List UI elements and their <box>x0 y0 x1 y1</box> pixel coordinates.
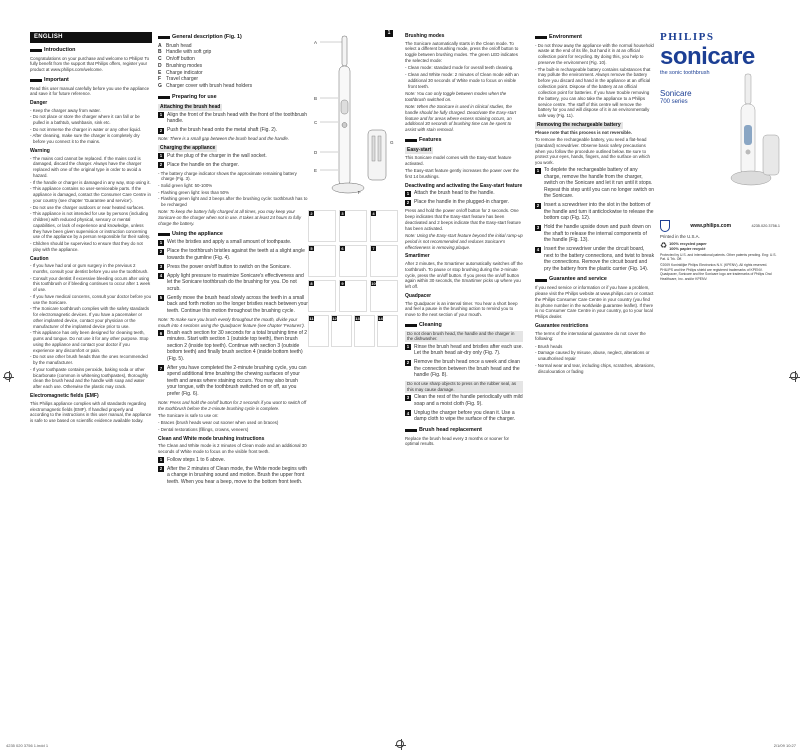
cleaning-steps-1 <box>405 344 523 379</box>
step-number: 2 <box>159 127 163 133</box>
section-using: Using the appliance <box>158 231 308 238</box>
part-item <box>158 56 308 63</box>
step-item <box>405 190 523 197</box>
step-text: Insert the screwdriver under the circuit board, next to the battery connections, and twist to break the connections. Remove the circuit board and pry the battery from the plastic carrier (Fig. 14). <box>544 246 655 272</box>
attach-note: Note: There is a small gap between the brush head and the handle. <box>158 136 290 142</box>
legal-2: ©2009 Koninklijke Philips Electronics N.V. (KPENV). All rights reserved. PHILIPS and the Philips shield are registered trademarks of KPENV. Quadpacer, Sonicare and the Sonicare logo are trademarks of Philips Oral Healthcare, Inc. and/or KPENV. <box>660 263 772 281</box>
figure-panel <box>308 30 400 350</box>
smartimer-title: Smartimer <box>405 253 430 260</box>
step-text: Put the plug of the charger in the wall socket. <box>167 152 267 159</box>
part-label: Brush head <box>166 42 192 49</box>
part-letter: F <box>158 76 162 83</box>
step-number: 3 <box>406 395 410 401</box>
part-label: Handle with soft grip <box>166 49 212 56</box>
using-steps <box>158 239 308 314</box>
charge-list <box>158 171 308 208</box>
step-text: Press the power on/off button to switch on the Sonicare. <box>167 263 291 270</box>
section-important: Important <box>30 77 152 84</box>
legal-1: Protected by U.S. and international patents. Other patents pending. Eng: U.S. Pat. & Trk. Off. <box>660 252 777 262</box>
part-letter: C <box>158 56 162 63</box>
deactivate-text: Press and hold the power on/off button for 2 seconds. One beep indicates that the Easy-start feature has been deactivated and 2 beeps indicate that the Easy-start feature has been activated. <box>405 208 521 231</box>
figure-5: 5 <box>308 245 336 277</box>
cleaning-steps-2 <box>405 394 523 423</box>
step-item <box>158 457 308 464</box>
step-number: 3 <box>536 225 540 231</box>
document-code: 4235.020.3756.1 <box>751 223 780 228</box>
figure-13: 13 <box>354 315 375 347</box>
clean-white-text: The Clean and White mode is 2 minutes of Clean mode and an additional 30 seconds of White mode to focus on the visible front teeth. <box>158 443 307 455</box>
fig-label-f: F <box>358 190 361 195</box>
papier-recycle: 100% papier recyclé <box>669 246 706 251</box>
step-item <box>158 365 308 398</box>
using-steps-2 <box>158 330 308 398</box>
part-item <box>158 83 308 90</box>
step-item <box>158 295 308 315</box>
step-number: 4 <box>406 410 410 416</box>
list-item: - Children should be supervised to ensure that they do not play with the appliance. <box>30 241 152 253</box>
remove-steps <box>535 167 655 272</box>
step-number: 3 <box>159 264 163 270</box>
section-features: Features <box>405 137 523 144</box>
cleaning-warning-2: Do not use sharp objects to press on the rubber seal, as this may cause damage. <box>405 381 523 393</box>
tagline: the sonic toothbrush <box>660 69 710 76</box>
language-tab: ENGLISH <box>30 32 152 43</box>
step-number: 2 <box>406 359 410 365</box>
figure-12: 12 <box>331 315 352 347</box>
charge-title: Charging the appliance <box>160 144 216 151</box>
cleaning-warning: Do not clean brush head, the handle and the charger in the dishwasher. <box>405 331 523 343</box>
step-item <box>405 359 523 379</box>
footer-right: 2/1/09 10:27 <box>773 742 796 748</box>
list-item: - The Sonicare toothbrush complies with the safety standards for electromagnetic devices. If you have a pacemaker or other implanted device, contact your physician or the manufacturer of the implanted device prior to use. <box>30 306 152 329</box>
step-text: Place the handle in the plugged-in charger. <box>414 199 510 206</box>
column-4 <box>535 30 655 730</box>
using-note-1: Note: To make sure you brush evenly throughout the mouth, divide your mouth into 4 sections using the Quadpacer feature (see chapter 'Features'). <box>158 316 305 328</box>
important-text: Read this user manual carefully before you use the appliance and save it for future reference. <box>30 85 150 97</box>
list-item: - If you have had oral or gum surgery in the previous 2 months, consult your dentist before you use the toothbrush. <box>30 263 152 275</box>
figure-9: 9 <box>339 280 367 312</box>
step-item <box>158 239 308 246</box>
list-item: - Damage caused by misuse, abuse, neglect, alterations or unauthorised repair <box>535 350 655 362</box>
step-number: 1 <box>159 457 163 463</box>
registration-mark-left <box>4 372 12 380</box>
step-item <box>405 199 523 206</box>
philips-logo: PHILIPS <box>660 31 715 43</box>
smartimer-text: After 2 minutes, the Smartimer automatically switches off the toothbrush. To pause or stop brushing during the 2-minute cycle, press the on/off button. If you press the on/off button again within 30 seconds, the Smartimer picks up where you left off. <box>405 260 523 290</box>
list-item: - After cleaning, make sure the charger is completely dry before you connect it to the mains. <box>30 133 152 145</box>
list-item: - Brush heads <box>535 344 655 350</box>
step-text: Align the front of the brush head with the front of the toothbrush handle. <box>167 111 308 125</box>
list-item: - Do not immerse the charger in water or any other liquid. <box>30 127 152 133</box>
attach-steps <box>158 112 308 134</box>
modes-note-2: Note: When the Sonicare is used in clinical studies, the handle should be fully charged. Deactivate the Easy-start feature and for areas where excess staining occurs, an additional 30 seconds of brushing time can be spent to assist with stain removal. <box>405 104 517 133</box>
website: www.philips.com <box>690 222 732 229</box>
figure-11: 11 <box>308 315 329 347</box>
section-general-description: General description (Fig. 1) <box>158 34 308 41</box>
part-letter: D <box>158 62 162 69</box>
fig-label-e: E <box>314 168 318 173</box>
step-item <box>158 264 308 271</box>
step-text: Brush each section for 30 seconds for a total brushing time of 2 minutes. Start with section 1 (outside top teeth), then brush section 2 (inside top teeth). Continue with section 3 (outside bottom teeth) and finally brush section 4 (inside bottom teeth) (Fig. 5). <box>167 329 308 362</box>
step-text: Attach the brush head to the handle. <box>414 190 495 197</box>
modes-text: The Sonicare automatically starts in the Clean mode. To select a different brushing mode, press the on/off button to toggle between brushing modes. The green LED indicates the selected mode: <box>405 40 519 64</box>
section-replacement: Brush head replacement <box>405 427 523 434</box>
step-item <box>158 330 308 363</box>
list-item: - Keep the charger away from water. <box>30 108 152 114</box>
figure-14: 14 <box>377 315 398 347</box>
registration-mark-right <box>790 372 798 380</box>
step-number: 7 <box>159 365 163 371</box>
part-item <box>158 63 308 70</box>
fig-label-g: G <box>390 140 394 145</box>
step-number: 6 <box>159 330 163 336</box>
list-item: - The mains cord cannot be replaced. If the mains cord is damaged, discard the charger. Always have the charger replaced with one of the original type in order to avoid a hazard. <box>30 156 152 179</box>
figure-10: 10 <box>370 280 398 312</box>
step-text: Insert a screwdriver into the slot in the bottom of the handle and turn it anticlockwise to release the bottom cap (Fig. 12). <box>544 202 654 222</box>
step-text: Unplug the charger before you clean it. Use a damp cloth to wipe the surface of the charger. <box>414 409 516 423</box>
remove-warning: Please note that this process is not reversible. <box>535 129 632 135</box>
part-letter: A <box>158 42 162 49</box>
step-number: 2 <box>159 248 163 254</box>
model-series: 700 series <box>660 99 688 106</box>
product-photo <box>715 70 780 190</box>
step-text: Push the brush head onto the metal shaft (Fig. 2). <box>167 127 278 134</box>
step-item <box>158 153 308 160</box>
step-number: 5 <box>159 295 163 301</box>
caution-list <box>30 263 152 390</box>
list-item: - Do not throw away the appliance with the normal household waste at the end of its life, but hand it in at an official collection point for recycling. By doing this, you help to preserve the environment (Fig. 10). <box>535 43 655 66</box>
model-name: Sonicare <box>660 88 692 98</box>
deactivate-steps <box>405 190 523 206</box>
footer-left: 4235 020 3756 1.indd 1 <box>6 742 49 748</box>
part-label: Charge indicator <box>166 69 203 76</box>
step-number: 1 <box>406 190 410 196</box>
step-text: Place the toothbrush bristles against the teeth at a slight angle towards the gumline (Fig. 4). <box>167 248 305 261</box>
figure-4: 4 <box>370 210 398 242</box>
list-item: - Do not use other brush heads than the ones recommended by the manufacturer. <box>30 354 152 366</box>
step-number: 1 <box>406 344 410 350</box>
remove-text: To remove the rechargeable battery, you need a flat-head (standard) screwdriver. Observe basic safety precautions when you follow the procedure outlined below. Be sure to protect your eyes, hands, fingers, and the surface on which you work. <box>535 136 650 166</box>
fig-label-d: D <box>314 150 318 155</box>
list-item: - Dental restorations (fillings, crowns, veneers) <box>158 427 308 433</box>
step-text: Hold the handle upside down and push down on the shaft to release the internal components of the handle (Fig. 13). <box>544 224 651 244</box>
caution-title: Caution <box>30 255 49 262</box>
section-introduction: Introduction <box>30 47 152 54</box>
warning-title: Warning <box>30 148 50 155</box>
guarantee-text: If you need service or information or if you have a problem, please visit the Philips website at www.philips.com or contact the Philips Consumer Care Centre in your country (you find its phone number in the worldwide guarantee leaflet). If there is no Consumer Care Centre in your country, go to your local Philips dealer. <box>535 285 654 320</box>
modes-title: Brushing modes <box>405 33 445 39</box>
part-letter: G <box>158 83 162 90</box>
danger-list <box>30 108 152 145</box>
step-number: 4 <box>536 247 540 253</box>
step-item <box>535 167 655 200</box>
step-number: 4 <box>159 273 163 279</box>
remove-battery-title: Removing the rechargeable battery <box>537 121 621 128</box>
step-text: Apply light pressure to maximize Sonicare's effectiveness and let the Sonicare toothbrush do the brushing for you. Do not scrub. <box>167 272 304 292</box>
sonicare-logo: sonicare <box>660 42 755 70</box>
section-preparing: Preparing for use <box>158 94 308 101</box>
list-item: - Clean and White mode: 2 minutes of Clean mode with an additional 30 seconds of White mode to focus on visible front teeth. <box>405 72 523 89</box>
list-item: - Braces (brush heads wear out sooner when used on braces) <box>158 420 308 426</box>
part-item <box>158 43 308 50</box>
charge-steps <box>158 153 308 169</box>
step-text: Remove the brush head once a week and clean the connection between the brush head and the handle (Fig. 8). <box>414 359 520 379</box>
column-3 <box>405 30 523 730</box>
list-item: - Clean mode: standard mode for overall teeth cleaning. <box>405 65 523 71</box>
step-item <box>535 202 655 222</box>
safe-intro: The Sonicare is safe to use on: <box>158 413 219 419</box>
part-item <box>158 76 308 83</box>
step-text: Wet the bristles and apply a small amount of toothpaste. <box>167 239 292 246</box>
modes-list <box>405 65 523 89</box>
cover-column <box>660 30 780 730</box>
list-item: - Solid green light: 50-100% <box>158 183 308 189</box>
danger-title: Danger <box>30 100 48 107</box>
deactivate-note: Note: Using the Easy-start feature beyond the initial ramp-up period is not recommended and reduces Sonicare's effectiveness in removing plaque. <box>405 232 523 250</box>
easystart-text-1: This Sonicare model comes with the Easy-start feature activated. <box>405 154 512 166</box>
step-item <box>158 162 308 169</box>
step-number: 1 <box>159 112 163 118</box>
cover-bottom-info <box>660 220 780 283</box>
list-item: - This appliance has only been designed for cleaning teeth, gums and tongue. Do not use it for any other purpose. Stop using the appliance and contact your doctor if you experience any discomfort or pain. <box>30 330 152 353</box>
fig-label-c: C <box>314 120 318 125</box>
step-item <box>158 127 308 134</box>
page-number: 1 <box>385 30 393 37</box>
easystart-text-2: The Easy-start feature gently increases the power over the first 14 brushings. <box>405 167 519 179</box>
step-item <box>535 246 655 272</box>
step-text: Rinse the brush head and bristles after each use. Let the brush head air-dry only (Fig. 7). <box>414 343 523 357</box>
recycled-paper: 100% recycled paper <box>669 241 707 246</box>
restrictions-title: Guarantee restrictions <box>535 322 589 329</box>
list-item: - Flashing green light: less than 50% <box>158 190 308 196</box>
easystart-title: Easy-start <box>407 147 432 154</box>
figure-6: 6 <box>339 245 367 277</box>
environment-list <box>535 43 655 119</box>
list-item: - This appliance is not intended for use by persons (including children) with reduced physical, sensory or mental capabilities, or lack of experience and knowledge, unless they have been given supervision or instruction concerning use of the appliance by a person responsible for their safety. <box>30 211 152 240</box>
step-text: Clean the rest of the handle periodically with mild soap and a moist cloth (Fig. 9). <box>414 394 523 407</box>
step-number: 1 <box>159 239 163 245</box>
part-item <box>158 49 308 56</box>
list-item: - Flashing green light and 3 beeps after the brushing cycle: toothbrush has to be recharged <box>158 196 308 208</box>
step-text: Follow steps 1 to 6 above. <box>167 456 226 463</box>
clean-white-title: Clean and White mode brushing instructions <box>158 435 265 442</box>
step-item <box>158 273 308 293</box>
quadpacer-text: The Quadpacer is an interval timer. You hear a short beep and feel a pause in the brushing action to remind you to move to the next section of your mouth. <box>405 300 518 318</box>
figure-1-toothbrush <box>308 30 400 200</box>
philips-shield-icon <box>660 220 670 232</box>
step-item <box>535 224 655 244</box>
clean-white-steps <box>158 457 308 486</box>
emf-title: Electromagnetic fields (EMF) <box>30 393 99 400</box>
list-item: - If your toothpaste contains peroxide, baking soda or other bicarbonate (common in whitening toothpastes), thoroughly clean the brush head and the handle with soap and water after each use. Otherwise the plastic may crack. <box>30 367 152 390</box>
part-label: On/off button <box>166 56 195 63</box>
list-item: - The battery charge indicator shows the approximate remaining battery charge (Fig. 3). <box>158 171 308 183</box>
emf-text: This Philips appliance complies with all standards regarding electromagnetic fields (EMF). If handled properly and according to the instructions in this user manual, the appliance is safe to use based on scientific evidence available today. <box>30 400 152 424</box>
section-cleaning: Cleaning <box>405 322 523 329</box>
part-label: Charger cover with brush head holders <box>166 83 253 90</box>
list-item: - The built-in rechargeable battery contains substances that may pollute the environment. Always remove the battery before you discard and hand in the appliance at an official collection point. Dispose of the battery at an official collection point for batteries. If you have trouble removing the battery, you can also take the appliance to a Philips service centre. The staff of this centre will remove the battery for you and will dispose of it in an environmentally safe way (Fig. 11). <box>535 67 655 119</box>
part-letter: E <box>158 69 162 76</box>
step-text: After the 2 minutes of Clean mode, the White mode begins with a change in brushing sound and motion. Brush the upper front teeth. When you hear a beep, move to the bottom front teeth. <box>167 465 308 485</box>
step-item <box>405 410 523 423</box>
safe-list <box>158 420 308 432</box>
step-number: 2 <box>406 199 410 205</box>
figure-7: 7 <box>370 245 398 277</box>
column-2 <box>158 30 308 730</box>
registration-mark-bottom <box>396 740 404 748</box>
list-item: - If you have medical concerns, consult your doctor before you use the Sonicare. <box>30 294 152 306</box>
step-number: 2 <box>159 466 163 472</box>
part-label: Brushing modes <box>166 62 203 69</box>
step-item <box>158 466 308 486</box>
list-item: - Do not place or store the charger where it can fall or be pulled in a bathtub, washbasin, sink etc. <box>30 114 152 126</box>
using-note-2: Note: Press and hold the on/off button for 2 seconds if you want to switch off the toothbrush before the 2-minute brushing cycle is complete. <box>158 399 307 411</box>
recycle-icon: ♻ <box>660 241 668 251</box>
warning-list <box>30 156 152 253</box>
step-text: To deplete the rechargeable battery of any charge, remove the handle from the charger, switch on the Sonicare and let it run until it stops. Repeat this step until you can no longer switch on the Sonicare. <box>544 167 655 200</box>
step-text: Place the handle on the charger. <box>167 161 239 168</box>
fig-label-a: A <box>314 40 318 45</box>
column-1 <box>30 30 152 730</box>
figure-8: 8 <box>308 280 336 312</box>
section-environment: Environment <box>535 34 655 41</box>
intro-text: Congratulations on your purchase and welcome to Philips! To fully benefit from the support that Philips offers, register your product at www.philips.com/welcome. <box>30 55 150 73</box>
section-guarantee: Guarantee and service <box>535 276 655 283</box>
list-item: - Consult your dentist if excessive bleeding occurs after using this toothbrush or if bleeding continues to occur after 1 week of use. <box>30 276 152 293</box>
list-item: - This appliance contains no user-serviceable parts. If the appliance is damaged, contact the Consumer Care Centre in your country (see chapter 'Guarantee and service'). <box>30 186 152 203</box>
step-number: 1 <box>536 168 540 174</box>
list-item: - Normal wear and tear, including chips, scratches, abrasions, discolouration or fading <box>535 363 655 375</box>
charge-note: Note: To keep the battery fully charged at all times, you may keep your Sonicare on the charger when not in use. It takes at least 24 hours to fully charge the battery. <box>158 209 302 226</box>
list-item: - Do not use the charger outdoors or near heated surfaces. <box>30 205 152 211</box>
step-number: 1 <box>159 153 163 159</box>
fig-label-b: B <box>314 96 318 101</box>
step-item <box>158 112 308 125</box>
parts-list <box>158 43 308 90</box>
step-item <box>405 394 523 407</box>
quadpacer-title: Quadpacer <box>405 292 432 299</box>
list-item: - If the handle or charger is damaged in any way, stop using it. <box>30 180 152 186</box>
step-item <box>405 344 523 357</box>
step-text: After you have completed the 2-minute brushing cycle, you can spend additional time brushing the chewing surfaces of your teeth and areas where staining occurs. You may also brush your tongue, with the toothbrush switched on or off, as you prefer (Fig. 6). <box>167 364 307 397</box>
step-text: Gently move the brush head slowly across the teeth in a small back and forth motion so the longer bristles reach between your teeth. Continue this motion throughout the brushing cycle. <box>167 294 308 314</box>
part-label: Travel charger <box>166 76 199 83</box>
figure-2: 2 <box>308 210 336 242</box>
part-item <box>158 70 308 77</box>
attach-title: Attaching the brush head <box>160 104 221 110</box>
part-letter: B <box>158 49 162 56</box>
printed-in: Printed in the U.S.A. <box>660 234 700 239</box>
modes-note-1: Note: You can only toggle between modes when the toothbrush switched on. <box>405 90 507 102</box>
replace-text: Replace the brush head every 3 months or sooner for optimal results. <box>405 435 509 447</box>
step-item <box>158 248 308 261</box>
step-number: 2 <box>159 162 163 168</box>
restrictions-text: The terms of the international guarantee do not cover the following: <box>535 330 646 342</box>
deactivate-title: Deactivating and activating the Easy-start feature <box>405 182 523 189</box>
figure-3: 3 <box>339 210 367 242</box>
step-number: 2 <box>536 203 540 209</box>
restrictions-list <box>535 344 655 375</box>
